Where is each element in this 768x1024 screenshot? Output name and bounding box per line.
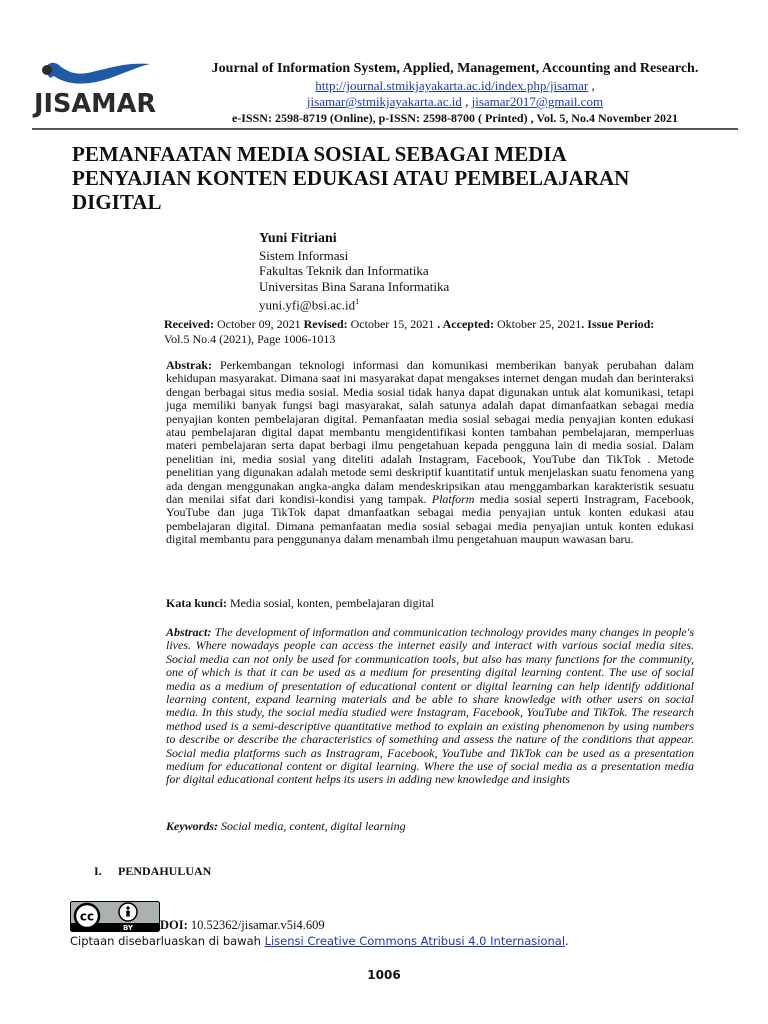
journal-issn: e-ISSN: 2598-8719 (Online), p-ISSN: 2598-8700 ( Printed) , Vol. 5, No.4 November 2021: [231, 111, 679, 125]
author-faculty: Fakultas Teknik dan Informatika: [259, 263, 429, 278]
author-name: Yuni Fitriani: [259, 231, 337, 246]
kata-kunci-label: Kata kunci:: [166, 596, 228, 610]
header-rule: [32, 128, 738, 130]
kata-kunci-text: Media sosial, konten, pembelajaran digital: [227, 596, 434, 610]
author-email: yuni.yfi@bsi.ac.id: [259, 297, 356, 313]
email-link-1[interactable]: jisamar@stmikjayakarta.ac.id: [306, 94, 462, 109]
license-prefix: Ciptaan disebarluaskan di bawah: [70, 934, 265, 948]
author-sup: 1: [355, 297, 360, 306]
kata-kunci: [166, 597, 694, 610]
section-number: I.: [94, 864, 102, 878]
author-department: Sistem Informasi: [259, 247, 349, 263]
abstrak-text-1: Perkembangan teknologi informasi dan komunikasi memberikan banyak perubahan dalam kehidupan masyarakat. Dimana saat ini masyarakat dapat mengakses internet dengan mudah dan berinteraksi dengan berbagai situs media sosial. Media sosial tidak hanya dapat digunakan untuk alat komunikasi, tetapi juga memiliki banyak fungsi bagi masyarakat, salah satunya adalah dapat dimanfaatkan sebagai media penyajian konten pembelajaran digital. Pemanfaatan media sosial sebagai media penyajian konten edukasi atau pembelajaran digital dapat membantu mengidentifikasi konten tambahan pembelajaran, memperluas materi pembelajaran serta dapat berbagi ilmu pengetahuan kepada pengguna lain di media sosial. Dalam penelitian ini, media sosial yang diteliti adalah Instagram, Facebook, YouTube dan TikTok . Metode penelitian yang digunakan adalah metode semi deskriptif kuantitatif untuk menjelaskan suatu fenomena yang ada dengan menggunakan angka-angka dalam mendeskripsikan atau menggambarkan karakteristik sesuatu dan menilai sifat dari kondisi-kondisi yang tampak.: [166, 358, 694, 507]
doi-value: 10.52362/jisamar.v5i4.609: [187, 918, 325, 932]
url-separator: ,: [588, 78, 595, 93]
doi-label: DOI:: [160, 918, 188, 932]
revised-label: Revised:: [303, 317, 348, 331]
abstract-text: The development of information and communication technology provides many changes in people's lives. Where nowadays people can access the internet easily and interact with various social media sites. Social media can not only be used for communication tools, but also has many functions for the community, one of which is that it can be used as a medium for presenting digital learning content. The use of social media as a medium of presentation of educational content or digital learning can help identify additional learning content, expand learning materials and be able to share knowledge with other users on social media. In this study, the social media studied were Instagram, Facebook, YouTube and TikTok. The research method used is a semi-descriptive quantitative method to explain an existing phenomenon by using numbers to describe or describe the characteristics of something and assess the nature of the conditions that appear. Social media platforms such as Instragram, Facebook, YouTube and TikTok can be used as a presentation medium for educational content or digital learning. Where the use of social media as a presentation media for digital educational content helps its users in adding new knowledge and insights: [166, 625, 694, 787]
logo-text: JISAMAR: [32, 89, 157, 118]
abstrak-indonesian: [166, 359, 694, 547]
license-link[interactable]: Lisensi Creative Commons Atribusi 4.0 Internasional: [264, 934, 566, 948]
abstract-label: Abstract:: [166, 625, 212, 639]
revised-date: October 15, 2021: [347, 317, 438, 331]
received-label: Received:: [164, 317, 214, 331]
journal-url-line: [165, 77, 745, 94]
email-separator: ,: [461, 94, 472, 109]
logo-dot-icon: [42, 65, 52, 75]
keywords-label: Keywords:: [166, 819, 218, 833]
section-title: PENDAHULUAN: [118, 864, 212, 878]
received-date: October 09, 2021: [213, 317, 304, 331]
journal-email-line: [165, 93, 745, 110]
cc-by-license-badge[interactable]: [70, 901, 160, 932]
journal-title: Journal of Information System, Applied, Management, Accounting and Research.: [211, 61, 699, 76]
accepted-date: Oktober 25, 2021: [493, 317, 582, 331]
logo-swoosh-icon: [46, 63, 150, 84]
issue-label: . Issue Period:: [581, 317, 655, 331]
keywords-text: Social media, content, digital learning: [218, 819, 406, 833]
person-icon-body: [126, 911, 129, 917]
accepted-label: . Accepted:: [437, 317, 494, 331]
journal-url-link[interactable]: http://journal.stmikjayakarta.ac.id/index.php/jisamar: [315, 78, 589, 93]
person-icon-head: [126, 906, 129, 909]
author-university: Universitas Bina Sarana Informatika: [259, 278, 450, 294]
abstrak-text-2: media sosial seperti Instragram, Facebook, YouTube dan juga TikTok dapat dmanfaatkan sebagai media penyajian untuk konten edukasi atau pembelajaran digital. Dimana pemanfaatan media sosial sebagai media penyajian untuk konten edukasi digital membantu para penggunanya dalam menambah ilmu pengetahuan maupun wawasan baru.: [166, 492, 694, 547]
email-link-2[interactable]: jisamar2017@gmail.com: [471, 94, 604, 109]
author-email-line: [259, 294, 449, 313]
license-line: [70, 934, 569, 948]
author-block: [259, 231, 449, 313]
issue-period: Vol.5 No.4 (2021), Page 1006-1013: [164, 332, 336, 346]
submission-dates: [164, 317, 674, 347]
section-heading: [94, 864, 211, 879]
abstrak-label: Abstrak:: [166, 358, 213, 372]
keywords: [166, 820, 694, 833]
doi-line: [160, 918, 325, 933]
license-suffix: .: [565, 934, 569, 948]
paper-title: PEMANFAATAN MEDIA SOSIAL SEBAGAI MEDIA PENYAJIAN KONTEN EDUKASI ATAU PEMBELAJARAN DIGITAL: [72, 142, 630, 214]
cc-label: cc: [79, 909, 95, 924]
page-number: 1006: [367, 968, 401, 982]
by-label: BY: [122, 924, 134, 932]
abstract-english: [166, 626, 694, 787]
abstrak-italic: Platform: [431, 492, 475, 507]
jisamar-logo: [32, 56, 162, 118]
